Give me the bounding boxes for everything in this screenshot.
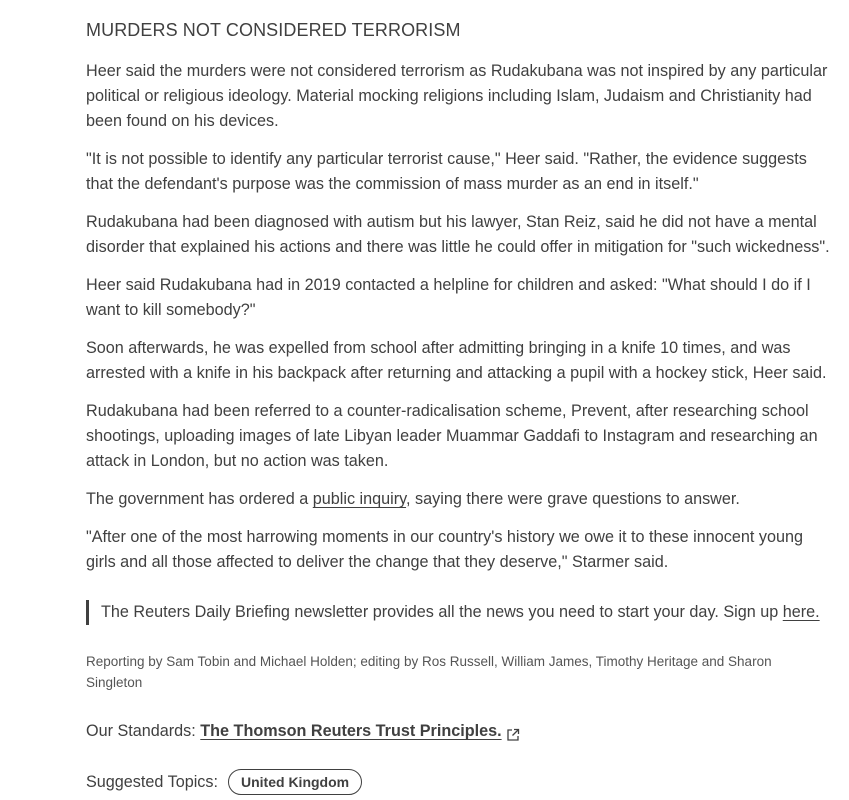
trust-principles-link[interactable]: The Thomson Reuters Trust Principles. xyxy=(200,722,502,740)
inquiry-text-before: The government has ordered a xyxy=(86,490,313,508)
suggested-topics xyxy=(86,769,362,795)
topic-chip-united-kingdom[interactable]: United Kingdom xyxy=(228,769,362,795)
public-inquiry-link[interactable]: public inquiry xyxy=(312,490,407,508)
paragraph-expelled: Soon afterwards, he was expelled from school after admitting bringing in a knife 10 times, and was arrested with a knife in his backpack after returning and attacking a pupil with a hockey stick, Heer said. xyxy=(86,339,827,382)
newsletter-callout xyxy=(86,600,841,625)
paragraph-inquiry xyxy=(86,487,831,512)
inquiry-text-after: , saying there were grave questions to answer. xyxy=(406,490,740,508)
section-heading: MURDERS NOT CONSIDERED TERRORISM xyxy=(86,20,461,40)
paragraph-starmer: "After one of the most harrowing moments in our country's history we owe it to these innocent young girls and all those affected to deliver the change that they deserve," Starmer said. xyxy=(86,528,803,571)
paragraph-prevent: Rudakubana had been referred to a counter-radicalisation scheme, Prevent, after researching school shootings, uploading images of late Libyan leader Muammar Gaddafi to Instagram and researching an attack in London, but no action was taken. xyxy=(86,402,818,470)
newsletter-text: The Reuters Daily Briefing newsletter provides all the news you need to start your day. Sign up xyxy=(101,603,783,621)
standards-line xyxy=(86,719,520,744)
newsletter-signup-link[interactable]: here. xyxy=(782,603,820,621)
suggested-topics-label: Suggested Topics: xyxy=(86,772,218,791)
paragraph-quote-heer: "It is not possible to identify any particular terrorist cause," Heer said. "Rather, the evidence suggests that the defendant's purpose was the commission of mass murder as an end in itself." xyxy=(86,150,807,193)
reporting-credits: Reporting by Sam Tobin and Michael Holden; editing by Ros Russell, William James, Timothy Heritage and Sharon Singleton xyxy=(86,654,772,690)
external-link-icon[interactable] xyxy=(506,725,520,739)
paragraph-terrorism: Heer said the murders were not considered terrorism as Rudakubana was not inspired by any particular political or religious ideology. Material mocking religions including Islam, Judaism and Christianity had been found on his devices. xyxy=(86,62,828,130)
paragraph-autism: Rudakubana had been diagnosed with autism but his lawyer, Stan Reiz, said he did not have a mental disorder that explained his actions and there was little he could offer in mitigation for "such wickedness". xyxy=(86,213,830,256)
standards-label: Our Standards: xyxy=(86,722,201,740)
paragraph-helpline: Heer said Rudakubana had in 2019 contacted a helpline for children and asked: "What should I do if I want to kill somebody?" xyxy=(86,276,811,319)
